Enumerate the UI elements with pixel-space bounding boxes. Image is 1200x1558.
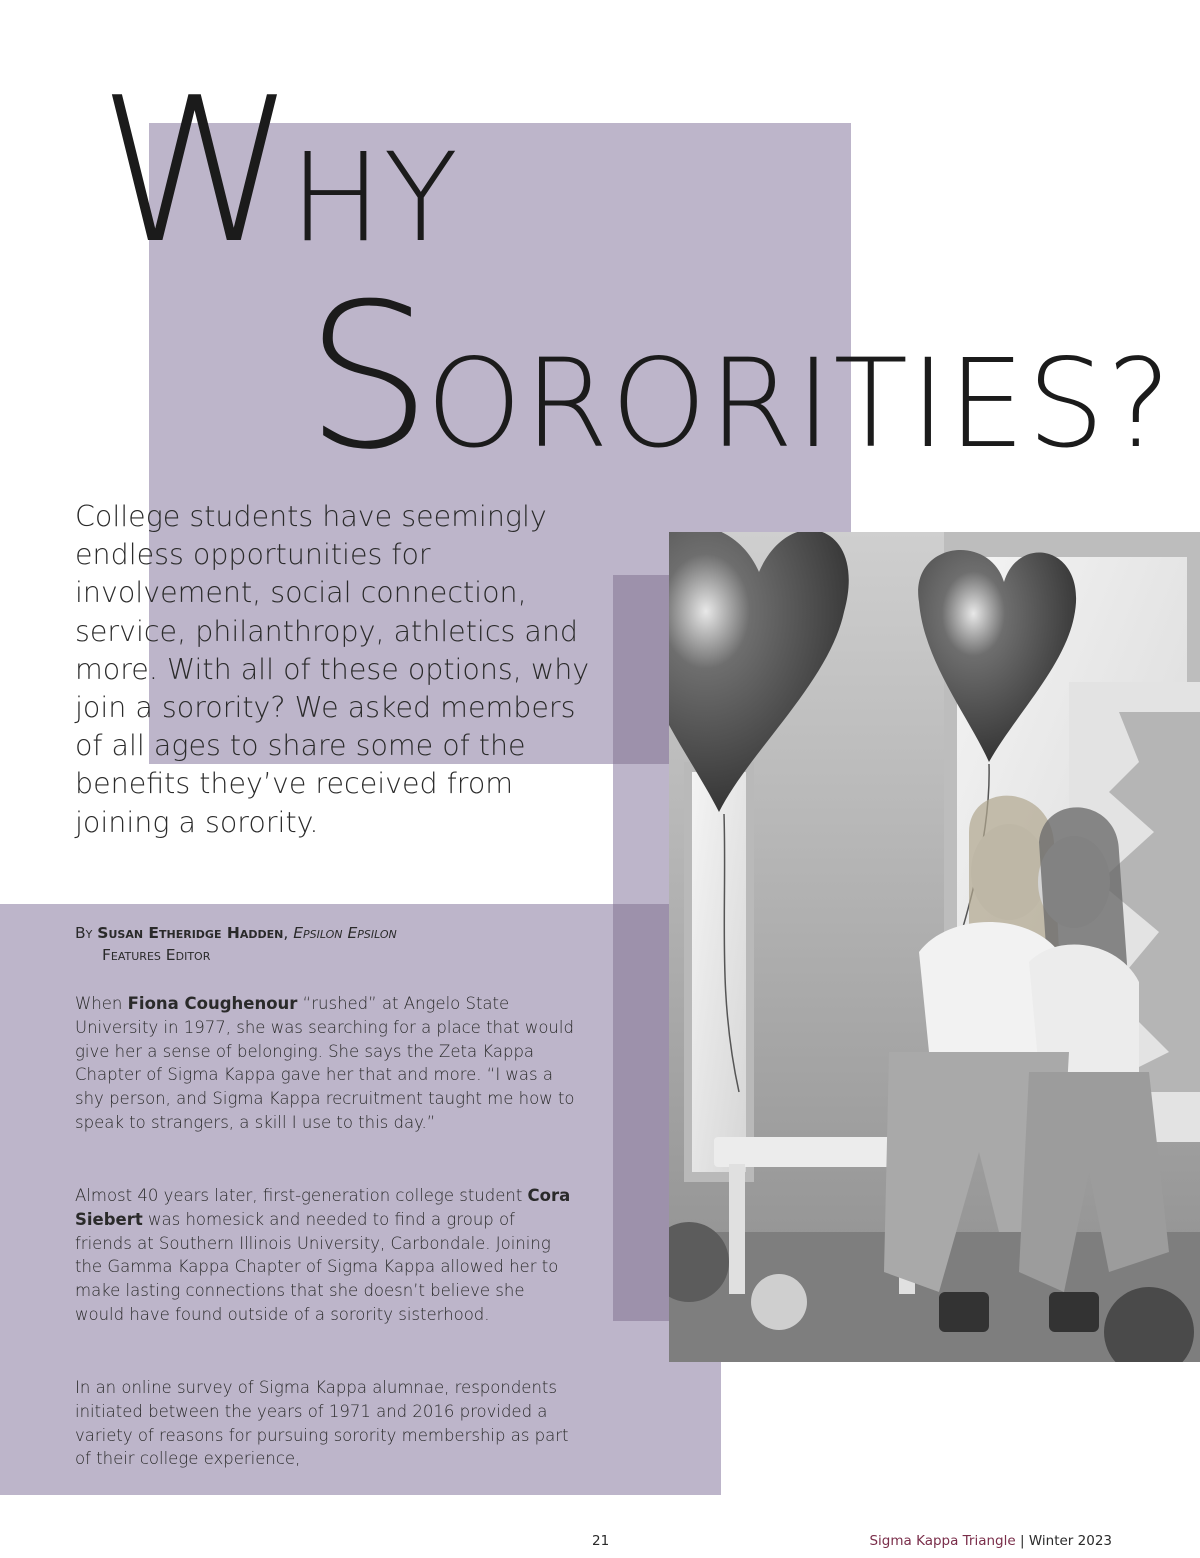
para-1-name: Fiona Coughenour [127, 994, 298, 1013]
para-2-text-a: Almost 40 years later, first-generation college student [75, 1186, 528, 1205]
title-word-sororities [305, 261, 1174, 494]
body-paragraph-2 [75, 1184, 575, 1327]
body-paragraph-1 [75, 992, 575, 1135]
byline-prefix: By [75, 924, 93, 942]
byline-chapter: Epsilon Epsilon [293, 924, 397, 942]
publication-footer [869, 1533, 1112, 1549]
photo-two-women-with-heart-balloons [669, 532, 1200, 1362]
issue-date: Winter 2023 [1028, 1533, 1112, 1549]
body-paragraph-3: In an online survey of Sigma Kappa alumnae, respondents initiated between the years of 1971 and 2016 provided a variety of reasons for pursuing sorority membership as part of their college experience, [75, 1378, 569, 1469]
title-sororities-cap: S [305, 261, 426, 494]
photo-accent-block-top [613, 575, 669, 764]
byline-author: Susan Etheridge Hadden [97, 924, 284, 942]
para-2-text-b: was homesick and needed to find a group of friends at Southern Illinois University, Carbondale. Joining the Gamma Kappa Chapter of Sigma Kappa allowed her to make lasting connections that she doesn’t believe she would have found outside of a sorority sisterhood. [75, 1209, 559, 1324]
para-2-name: Cora Siebert [75, 1186, 571, 1229]
title-why-rest: HY [289, 127, 461, 269]
page-number: 21 [592, 1533, 610, 1549]
byline: By Susan Etheridge Hadden, Epsilon Epsilon Features Editor [75, 924, 397, 964]
byline-role: Features Editor [102, 946, 211, 964]
footer-separator: | [1019, 1533, 1025, 1549]
photo-illustration [669, 532, 1200, 1362]
intro-paragraph: College students have seemingly endless opportunities for involvement, social connection, service, philanthropy, athletics and more. With all of these options, why join a sorority? We asked members of all ages to share some of the benefits they’ve received from joining a sorority. [75, 500, 590, 839]
photo-accent-block-bottom [613, 904, 669, 1321]
para-1-text-b: “rushed” at Angelo State University in 1977, she was searching for a place that would give her a sense of belonging. She says the Zeta Kappa Chapter of Sigma Kappa gave her that and more. “I was a shy person, and Sigma Kappa recruitment taught me how to speak to strangers, a skill I use to this day.” [75, 994, 575, 1132]
title-sororities-rest: ORORITIES? [425, 333, 1174, 475]
title-word-why [98, 55, 461, 288]
para-1-text-a: When [75, 994, 128, 1013]
title-why-cap: W [98, 55, 290, 288]
publication-name: Sigma Kappa Triangle [869, 1533, 1016, 1549]
